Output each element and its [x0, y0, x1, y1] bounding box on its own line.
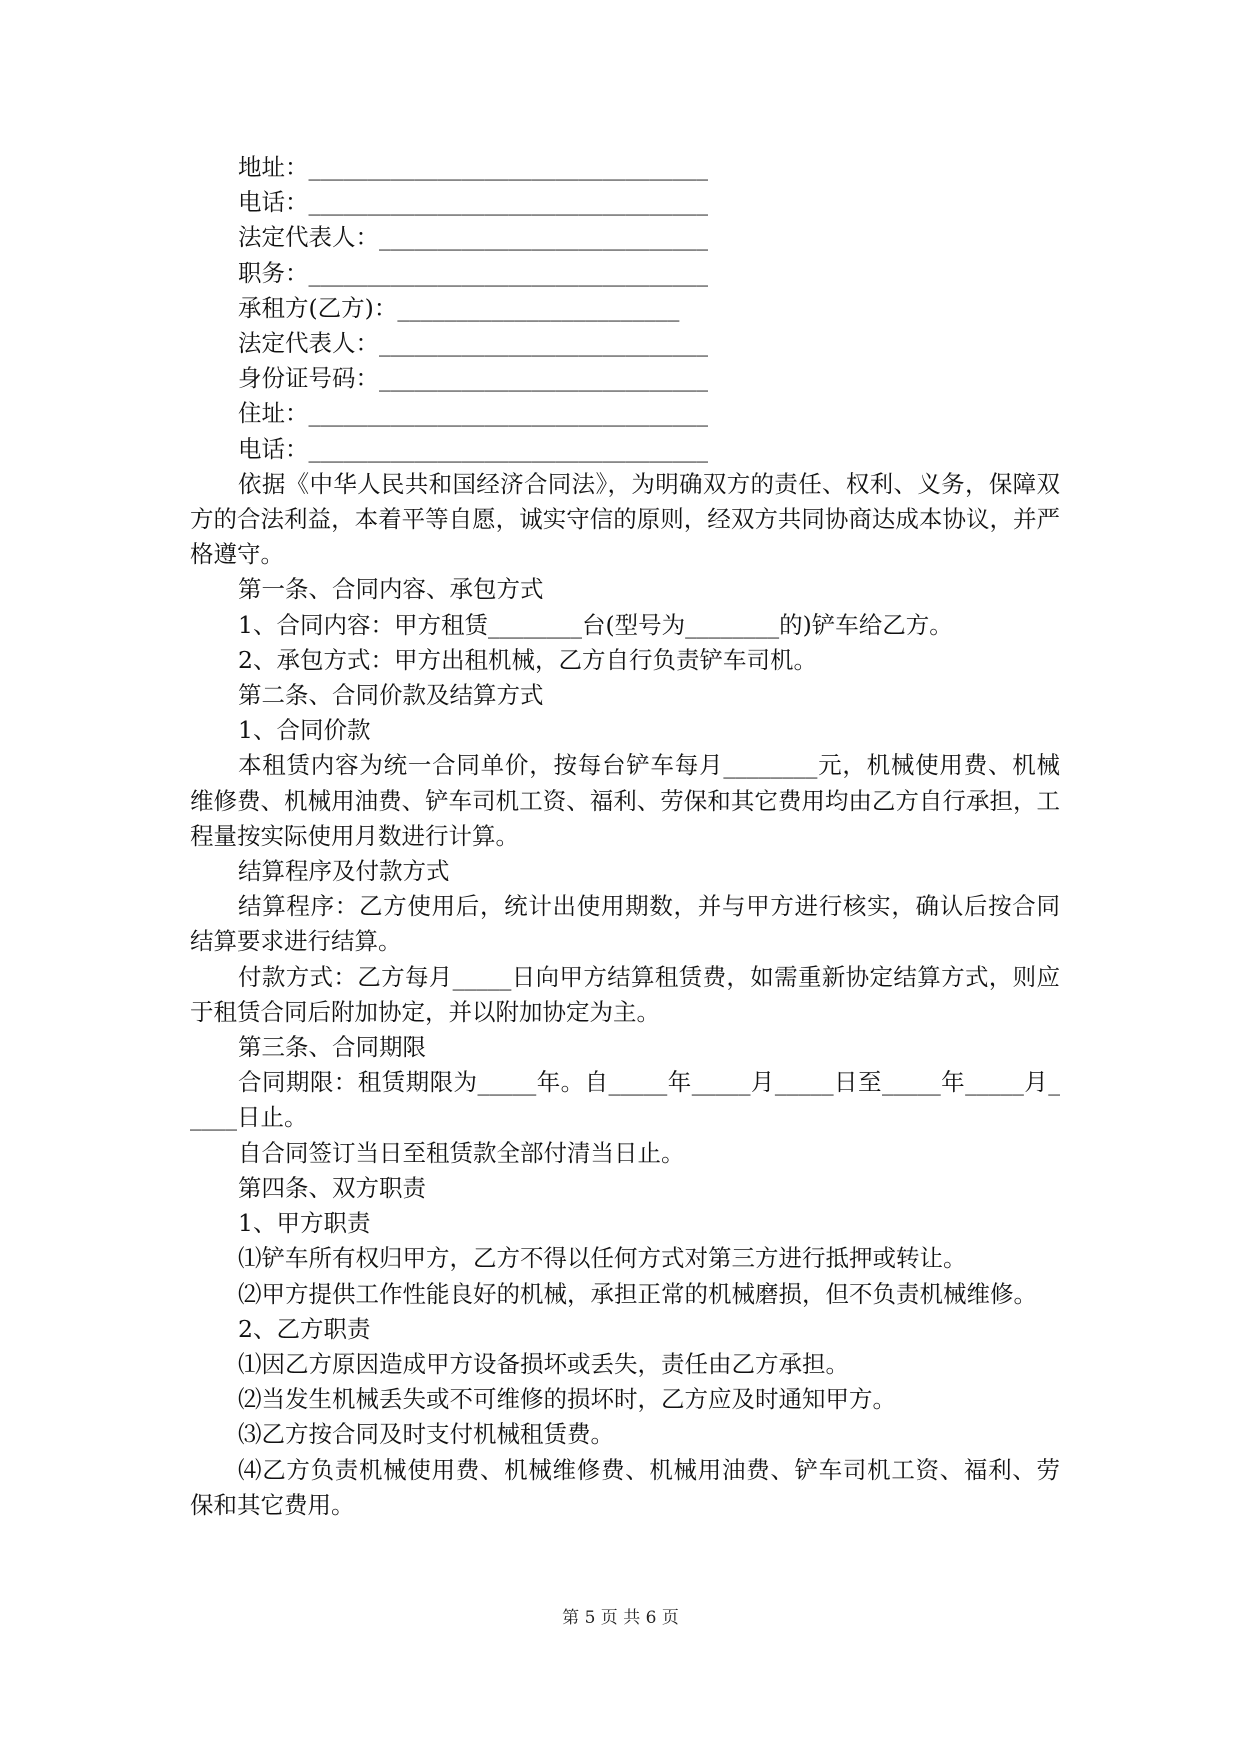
article-3-heading: 第三条、合同期限 [238, 1033, 426, 1062]
field-position [190, 256, 1060, 291]
party-b-duty-1: ⑴因乙方原因造成甲方设备损坏或丢失，责任由乙方承担。 [238, 1349, 849, 1378]
field-phone [190, 185, 1060, 220]
contract-method-clause: 2、承包方式：甲方出租机械，乙方自行负责铲车司机。 [238, 645, 817, 674]
settlement-procedure-paragraph: 结算程序：乙方使用后，统计出使用期数，并与甲方进行核实，确认后按合同结算要求进行结算。 [190, 892, 1060, 956]
fill-blank: ____________________________ [379, 364, 708, 393]
preamble-paragraph: 依据《中华人民共和国经济合同法》，为明确双方的责任、权利、义务，保障双方的合法利益，本着平等自愿，诚实守信的原则，经双方共同协商达成本协议，并严格遵守。 [190, 469, 1060, 569]
fill-blank: __________________________________ [308, 258, 708, 287]
payment-method-paragraph: 付款方式：乙方每月_____日向甲方结算租赁费，如需重新协定结算方式，则应于租赁合同后附加协定，并以附加协定为主。 [190, 962, 1060, 1026]
field-address [190, 150, 1060, 185]
field-label: 法定代表人： [238, 223, 379, 252]
contract-content-clause: 1、合同内容：甲方租赁________台(型号为________的)铲车给乙方。 [238, 610, 953, 639]
fill-blank: __________________________________ [308, 399, 708, 428]
contract-price-heading: 1、合同价款 [238, 716, 371, 745]
fill-blank: ____________________________ [379, 329, 708, 358]
party-a-duties-heading: 1、甲方职责 [238, 1209, 371, 1238]
field-lessee-phone [190, 432, 1060, 467]
page-number-footer: 第 5 页 共 6 页 [562, 1608, 679, 1628]
contract-price-paragraph: 本租赁内容为统一合同单价，按每台铲车每月________元，机械使用费、机械维修费、机械用油费、铲车司机工资、福利、劳保和其它费用均由乙方自行承担，工程量按实际使用月数进行计算。 [190, 751, 1060, 850]
field-label: 法定代表人： [238, 329, 379, 358]
field-legal-representative [190, 220, 1060, 255]
field-lessee [190, 291, 1060, 326]
field-label: 住址： [238, 399, 309, 428]
field-label: 承租方(乙方)： [238, 293, 398, 322]
field-label: 地址： [238, 153, 309, 181]
article-1-heading: 第一条、合同内容、承包方式 [238, 575, 544, 604]
document-body [190, 150, 1060, 1523]
article-2-heading: 第二条、合同价款及结算方式 [238, 681, 544, 710]
party-b-duty-3: ⑶乙方按合同及时支付机械租赁费。 [238, 1420, 614, 1449]
field-label: 身份证号码： [238, 364, 379, 393]
party-a-duty-2: ⑵甲方提供工作性能良好的机械，承担正常的机械磨损，但不负责机械维修。 [238, 1279, 1037, 1308]
fill-blank: __________________________________ [308, 434, 708, 463]
field-residence [190, 396, 1060, 431]
contract-term-note: 自合同签订当日至租赁款全部付清当日止。 [238, 1138, 685, 1167]
fill-blank: __________________________________ [308, 153, 708, 181]
field-lessee-legal-representative [190, 326, 1060, 361]
fill-blank: ________________________ [397, 293, 680, 322]
field-id-number [190, 361, 1060, 396]
field-label: 电话： [238, 188, 309, 217]
party-a-duty-1: ⑴铲车所有权归甲方，乙方不得以任何方式对第三方进行抵押或转让。 [238, 1244, 967, 1273]
fill-blank: __________________________________ [308, 188, 708, 217]
contract-term-paragraph: 合同期限：租赁期限为_____年。自_____年_____月_____日至_____年_____月_____日止。 [190, 1068, 1060, 1132]
settlement-heading: 结算程序及付款方式 [238, 857, 450, 886]
party-b-duty-4: ⑷乙方负责机械使用费、机械维修费、机械用油费、铲车司机工资、福利、劳保和其它费用。 [190, 1455, 1060, 1519]
party-b-duty-2: ⑵当发生机械丢失或不可维修的损坏时，乙方应及时通知甲方。 [238, 1385, 896, 1414]
fill-blank: ____________________________ [379, 223, 708, 252]
field-label: 职务： [238, 258, 309, 287]
article-4-heading: 第四条、双方职责 [238, 1173, 426, 1202]
party-b-duties-heading: 2、乙方职责 [238, 1314, 371, 1343]
field-label: 电话： [238, 434, 309, 463]
